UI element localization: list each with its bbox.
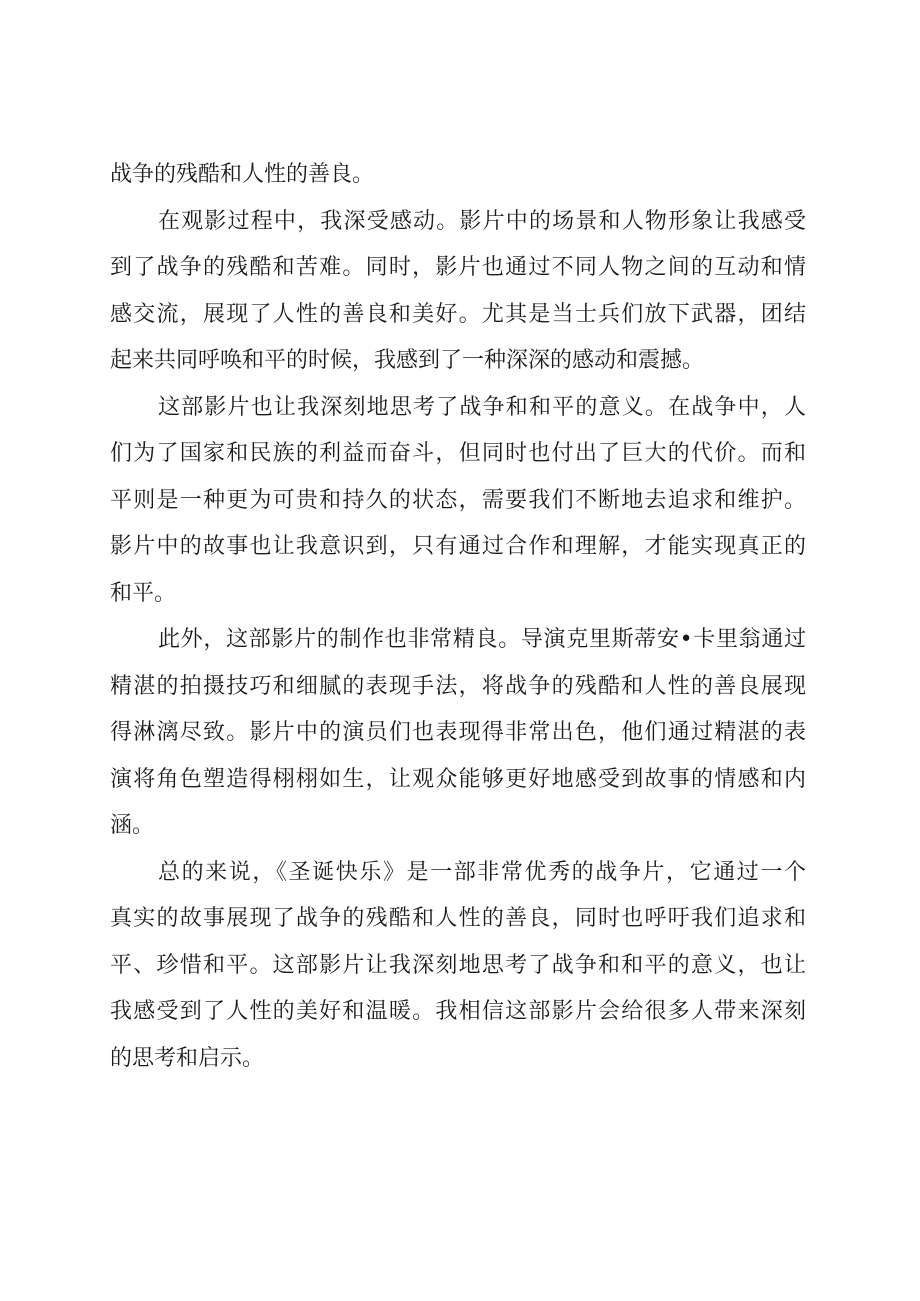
text-line: 涵。 xyxy=(110,813,155,838)
text-line: 在观影过程中，我深受感动。影片中的场景和人物形象让我感受 xyxy=(158,208,806,234)
text-line: 得淋漓尽致。影片中的演员们也表现得非常出色，他们通过精湛的表 xyxy=(110,720,806,745)
paragraph xyxy=(110,199,806,385)
paragraph xyxy=(110,152,806,199)
text-line: 我感受到了人性的美好和温暖。我相信这部影片会给很多人带来深刻 xyxy=(110,999,806,1024)
paragraph xyxy=(110,617,806,850)
text-line: 平则是一种更为可贵和持久的状态，需要我们不断地去追求和维护。 xyxy=(110,487,806,513)
text-line: 这部影片也让我深刻地思考了战争和和平的意义。在战争中，人 xyxy=(158,394,806,420)
text-line: 此外，这部影片的制作也非常精良。导演克里斯蒂安•卡里翁通过 xyxy=(158,627,806,652)
paragraph xyxy=(110,850,806,1083)
paragraph xyxy=(110,385,806,618)
text-line: 起来共同呼唤和平的时候，我感到了一种深深的感动和震撼。 xyxy=(110,348,705,373)
document-body xyxy=(110,152,806,1082)
text-line: 精湛的拍摄技巧和细腻的表现手法，将战争的残酷和人性的善良展现 xyxy=(110,673,806,699)
text-line: 到了战争的残酷和苦难。同时，影片也通过不同人物之间的互动和情 xyxy=(110,255,806,280)
text-line: 总的来说，《圣诞快乐》是一部非常优秀的战争片，它通过一个 xyxy=(158,859,806,885)
text-line: 平、珍惜和平。这部影片让我深刻地思考了战争和和平的意义，也让 xyxy=(110,952,806,978)
text-line: 们为了国家和民族的利益而奋斗，但同时也付出了巨大的代价。而和 xyxy=(110,441,806,466)
text-line: 感交流，展现了人性的善良和美好。尤其是当士兵们放下武器，团结 xyxy=(110,301,806,327)
text-line: 影片中的故事也让我意识到，只有通过合作和理解，才能实现真正的 xyxy=(110,534,806,559)
text-line: 和平。 xyxy=(110,580,177,606)
text-line: 演将角色塑造得栩栩如生，让观众能够更好地感受到故事的情感和内 xyxy=(110,766,806,792)
text-line: 战争的残酷和人性的善良。 xyxy=(110,162,375,187)
text-line: 真实的故事展现了战争的残酷和人性的善良，同时也呼吁我们追求和 xyxy=(110,906,806,931)
text-line: 的思考和启示。 xyxy=(110,1045,265,1071)
